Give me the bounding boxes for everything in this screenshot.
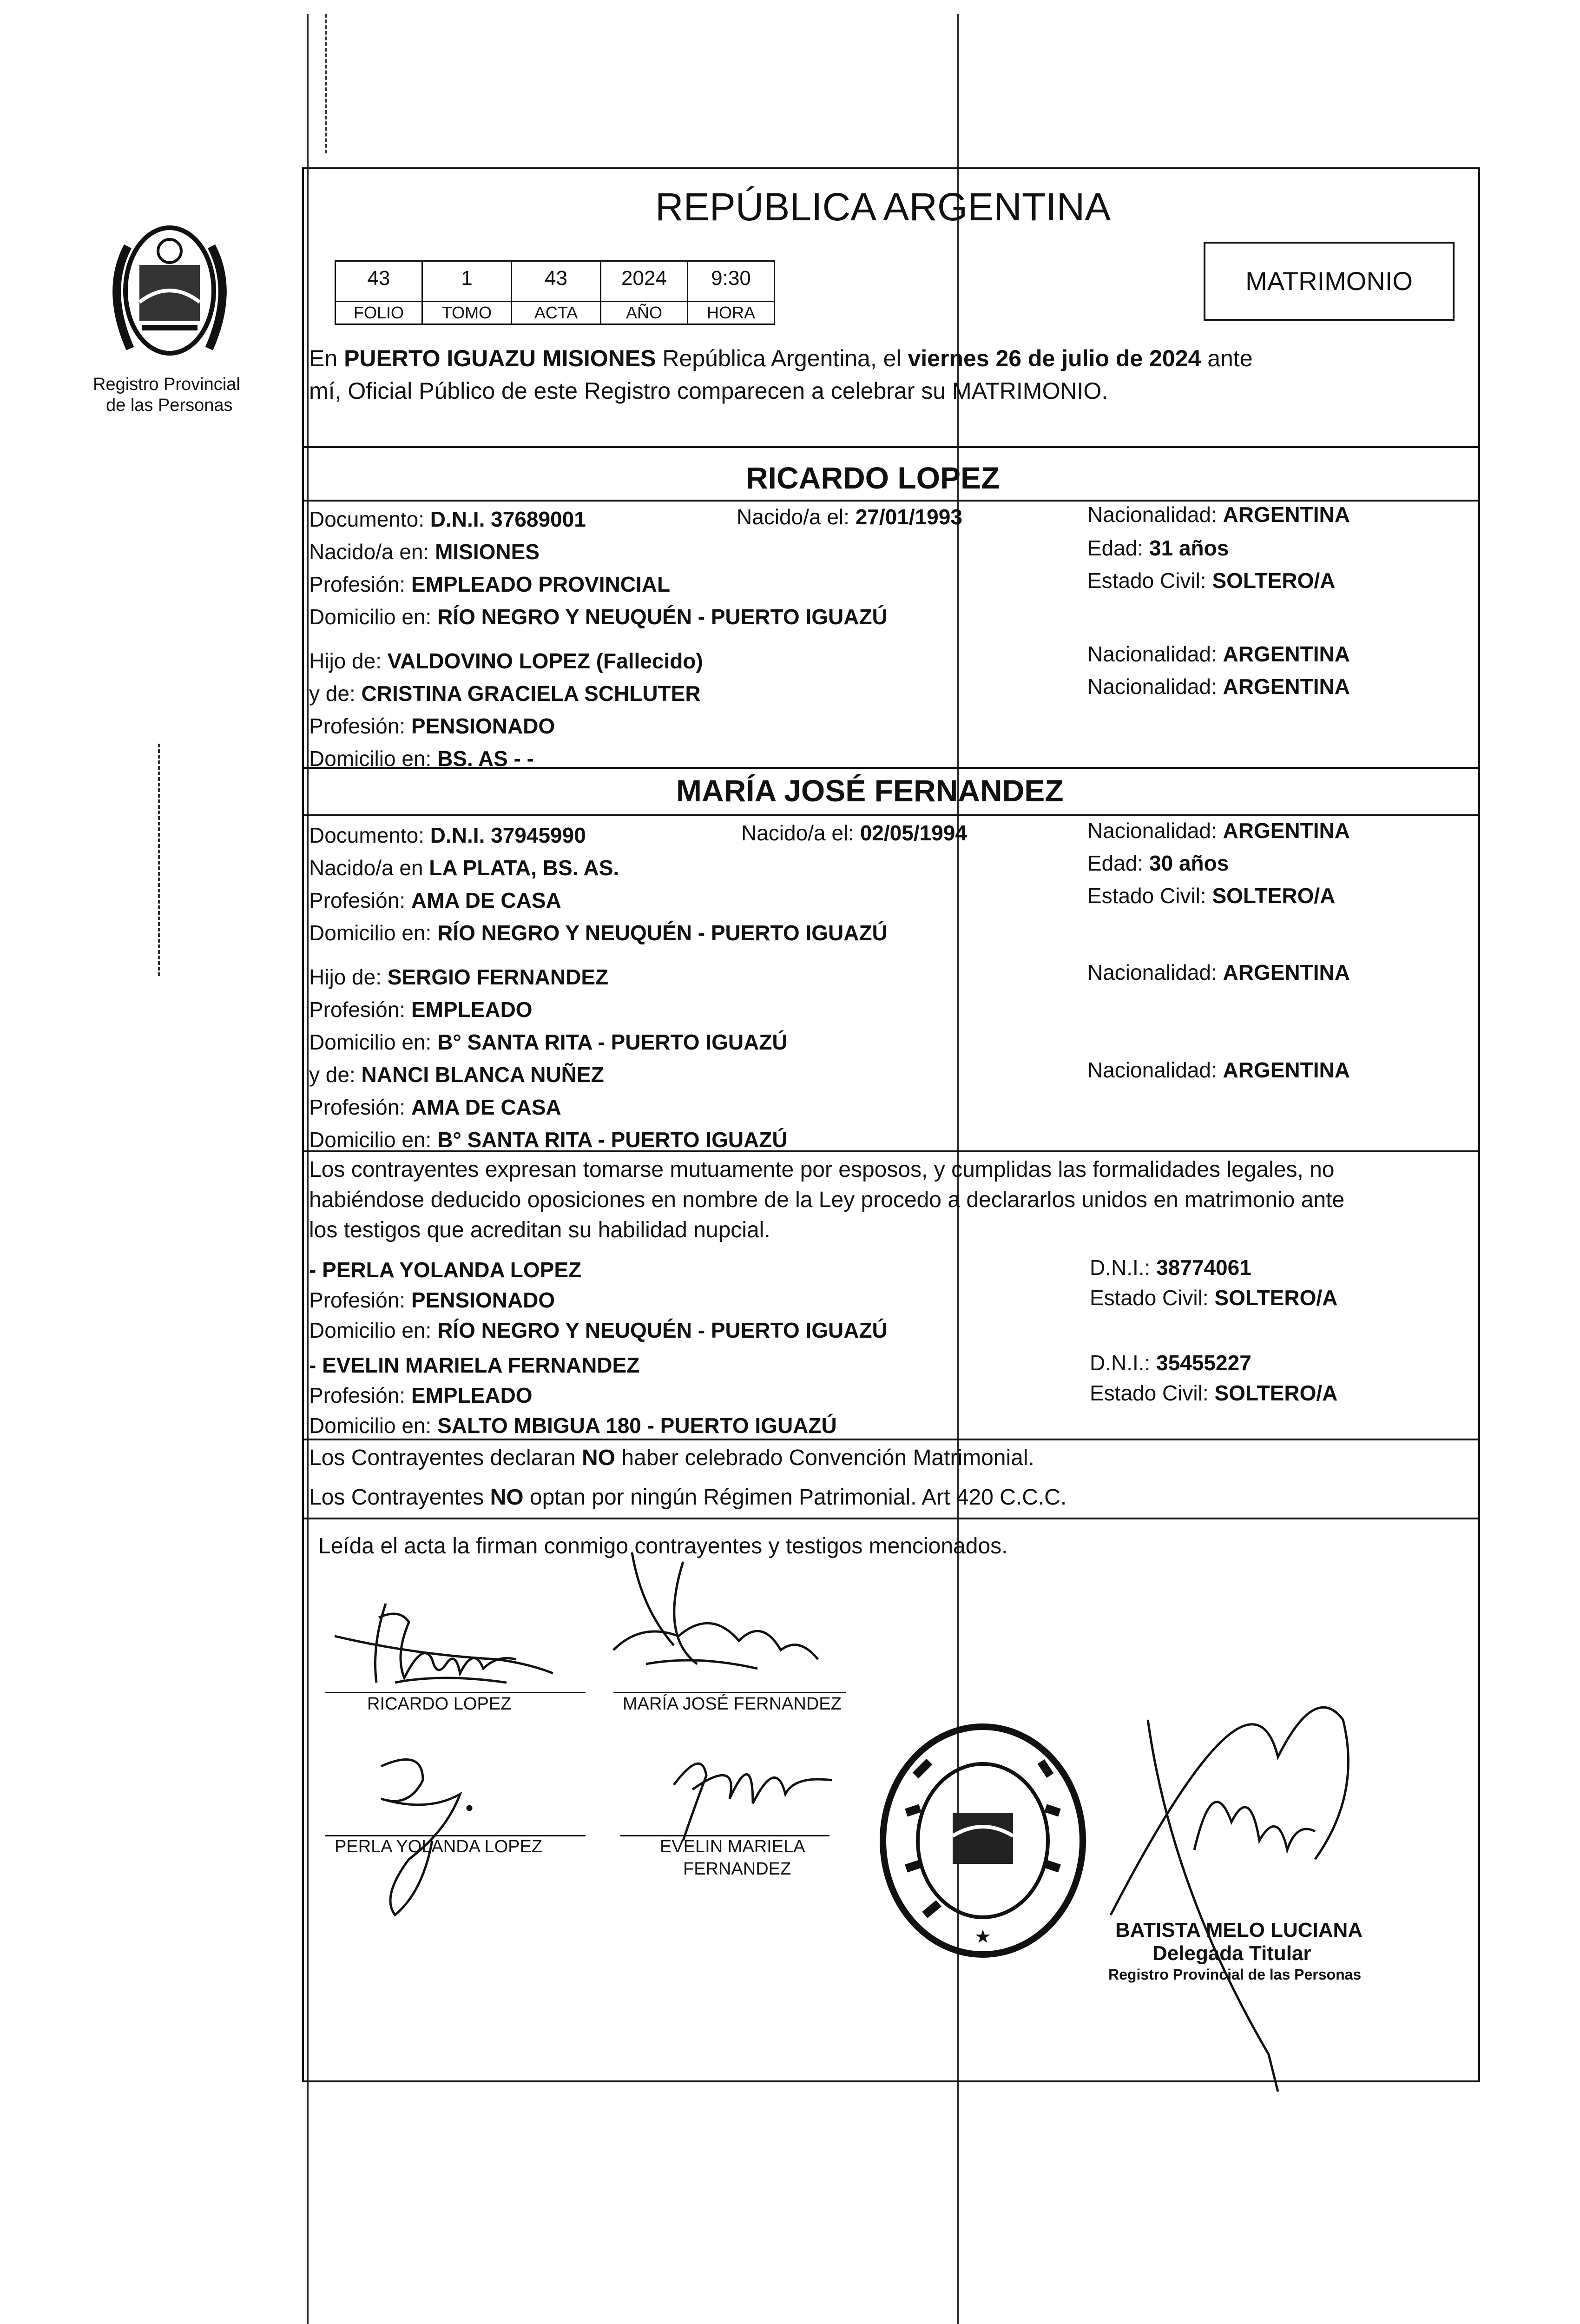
spouse1-parents-prof: Profesión: PENSIONADO: [309, 714, 555, 738]
signature-label-3: PERLA YOLANDA LOPEZ: [335, 1837, 543, 1856]
signature-maria-jose-fernandez: [604, 1552, 827, 1687]
spouse1-mother: y de: CRISTINA GRACIELA SCHLUTER: [309, 681, 701, 706]
acta-value: 43: [511, 260, 601, 302]
tomo-label: TOMO: [421, 301, 512, 325]
spouse1-father-nat: Nacionalidad: ARGENTINA: [1087, 642, 1350, 666]
spouse1-born: Nacido/a el: 27/01/1993: [737, 505, 962, 529]
spouse2-civil: Estado Civil: SOLTERO/A: [1087, 884, 1336, 908]
divider: [302, 1150, 1480, 1152]
page-title: REPÚBLICA ARGENTINA: [655, 185, 1111, 229]
declaration-line-3: los testigos que acreditan su habilidad nupcial.: [309, 1218, 770, 1242]
spouse2-mother-prof: Profesión: AMA DE CASA: [309, 1095, 561, 1119]
spouse1-birthplace: Nacido/a en: MISIONES: [309, 540, 540, 564]
signature-label-4a: EVELIN MARIELA: [660, 1837, 805, 1856]
spouse2-mother-addr: Domicilio en: B° SANTA RITA - PUERTO IGUAZÚ: [309, 1128, 788, 1152]
folio-value: 43: [335, 260, 423, 302]
signature-perla-yolanda-lopez: [353, 1738, 520, 1924]
witness1-civil: Estado Civil: SOLTERO/A: [1090, 1286, 1338, 1310]
registry-logo: [86, 209, 253, 367]
intro-line-2: mí, Oficial Público de este Registro comparecen a celebrar su MATRIMONIO.: [309, 378, 1108, 404]
witness1-name: - PERLA YOLANDA LOPEZ: [309, 1258, 582, 1282]
spouse1-name: RICARDO LOPEZ: [746, 461, 1000, 495]
act-type-box: [1204, 242, 1455, 321]
spouse1-prof: Profesión: EMPLEADO PROVINCIAL: [309, 572, 671, 596]
svg-text:★: ★: [974, 1927, 991, 1947]
act-type: MATRIMONIO: [1245, 266, 1413, 296]
spouse2-birthplace: Nacido/a en LA PLATA, BS. AS.: [309, 856, 619, 880]
witness2-prof: Profesión: EMPLEADO: [309, 1383, 533, 1407]
divider: [302, 1518, 1480, 1519]
margin-dash-left: [158, 744, 160, 976]
witness1-addr: Domicilio en: RÍO NEGRO Y NEUQUÉN - PUERTO IGUAZÚ: [309, 1318, 888, 1342]
witness1-prof: Profesión: PENSIONADO: [309, 1288, 555, 1312]
spouse2-age: Edad: 30 años: [1087, 851, 1229, 875]
hora-value: 9:30: [687, 260, 775, 302]
spouse2-father-prof: Profesión: EMPLEADO: [309, 997, 533, 1022]
divider: [302, 814, 1480, 816]
spouse1-age: Edad: 31 años: [1087, 536, 1229, 560]
spouse2-mother: y de: NANCI BLANCA NUÑEZ: [309, 1063, 604, 1087]
declaration-line-2: habiéndose deducido oposiciones en nombre de la Ley procedo a declararlos unidos en matrimonio ante: [309, 1188, 1345, 1212]
spouse1-doc: Documento: D.N.I. 37689001: [309, 507, 586, 531]
spouse2-born: Nacido/a el: 02/05/1994: [741, 821, 967, 845]
spouse1-parents-addr: Domicilio en: BS. AS - -: [309, 746, 534, 771]
spouse2-prof: Profesión: AMA DE CASA: [309, 888, 561, 912]
official-office: Registro Provincial de las Personas: [1108, 1966, 1362, 1983]
spouse2-father-nat: Nacionalidad: ARGENTINA: [1087, 960, 1350, 984]
witness2-name: - EVELIN MARIELA FERNANDEZ: [309, 1353, 640, 1377]
spouse2-nat: Nacionalidad: ARGENTINA: [1087, 819, 1350, 843]
registry-label-1: Registro Provincial: [93, 375, 240, 394]
spouse1-civil: Estado Civil: SOLTERO/A: [1087, 568, 1336, 593]
witness2-dni: D.N.I.: 35455227: [1090, 1351, 1251, 1375]
convention-statement: Los Contrayentes declaran NO haber celebrado Convención Matrimonial.: [309, 1446, 1034, 1470]
signature-label-4b: FERNANDEZ: [683, 1859, 791, 1879]
margin-dash: [325, 14, 327, 153]
spouse2-name: MARÍA JOSÉ FERNANDEZ: [676, 773, 1064, 808]
signature-official: [1055, 1655, 1403, 2101]
anio-label: AÑO: [600, 301, 688, 325]
tomo-value: 1: [421, 260, 512, 302]
registry-label-2: de las Personas: [106, 396, 233, 415]
folio-label: FOLIO: [335, 301, 423, 325]
spouse2-father-addr: Domicilio en: B° SANTA RITA - PUERTO IGUAZÚ: [309, 1030, 788, 1054]
anio-value: 2024: [600, 260, 688, 302]
spouse2-doc: Documento: D.N.I. 37945990: [309, 823, 586, 847]
declaration-line-1: Los contrayentes expresan tomarse mutuamente por esposos, y cumplidas las formalidades legales, no: [309, 1157, 1335, 1182]
spouse1-mother-nat: Nacionalidad: ARGENTINA: [1087, 674, 1350, 699]
divider: [302, 446, 1480, 448]
spouse1-father: Hijo de: VALDOVINO LOPEZ (Fallecido): [309, 649, 703, 673]
divider: [302, 767, 1480, 769]
intro-line-1: En PUERTO IGUAZU MISIONES República Argentina, el viernes 26 de julio de 2024 ante: [309, 345, 1253, 371]
hora-label: HORA: [687, 301, 775, 325]
witness2-addr: Domicilio en: SALTO MBIGUA 180 - PUERTO IGUAZÚ: [309, 1413, 837, 1438]
signature-label-1: RICARDO LOPEZ: [367, 1694, 512, 1714]
spouse1-nat: Nacionalidad: ARGENTINA: [1087, 502, 1350, 527]
witness2-civil: Estado Civil: SOLTERO/A: [1090, 1381, 1338, 1405]
regime-statement: Los Contrayentes NO optan por ningún Régimen Patrimonial. Art 420 C.C.C.: [309, 1485, 1067, 1510]
signature-evelin-mariela-fernandez: [646, 1729, 841, 1850]
spouse2-mother-nat: Nacionalidad: ARGENTINA: [1087, 1058, 1350, 1082]
acta-label: ACTA: [511, 301, 601, 325]
witness1-dni: D.N.I.: 38774061: [1090, 1255, 1251, 1280]
divider: [302, 1439, 1480, 1440]
signature-label-2: MARÍA JOSÉ FERNANDEZ: [623, 1694, 842, 1714]
spouse1-addr: Domicilio en: RÍO NEGRO Y NEUQUÉN - PUERTO IGUAZÚ: [309, 605, 888, 629]
signature-ricardo-lopez: [321, 1590, 581, 1701]
official-name: BATISTA MELO LUCIANA: [1115, 1919, 1363, 1941]
spouse2-addr: Domicilio en: RÍO NEGRO Y NEUQUÉN - PUERTO IGUAZÚ: [309, 921, 888, 945]
spouse2-father: Hijo de: SERGIO FERNANDEZ: [309, 965, 609, 989]
closing-statement: Leída el acta la firman conmigo contrayentes y testigos mencionados.: [318, 1534, 1008, 1558]
official-role: Delegada Titular: [1152, 1942, 1311, 1965]
